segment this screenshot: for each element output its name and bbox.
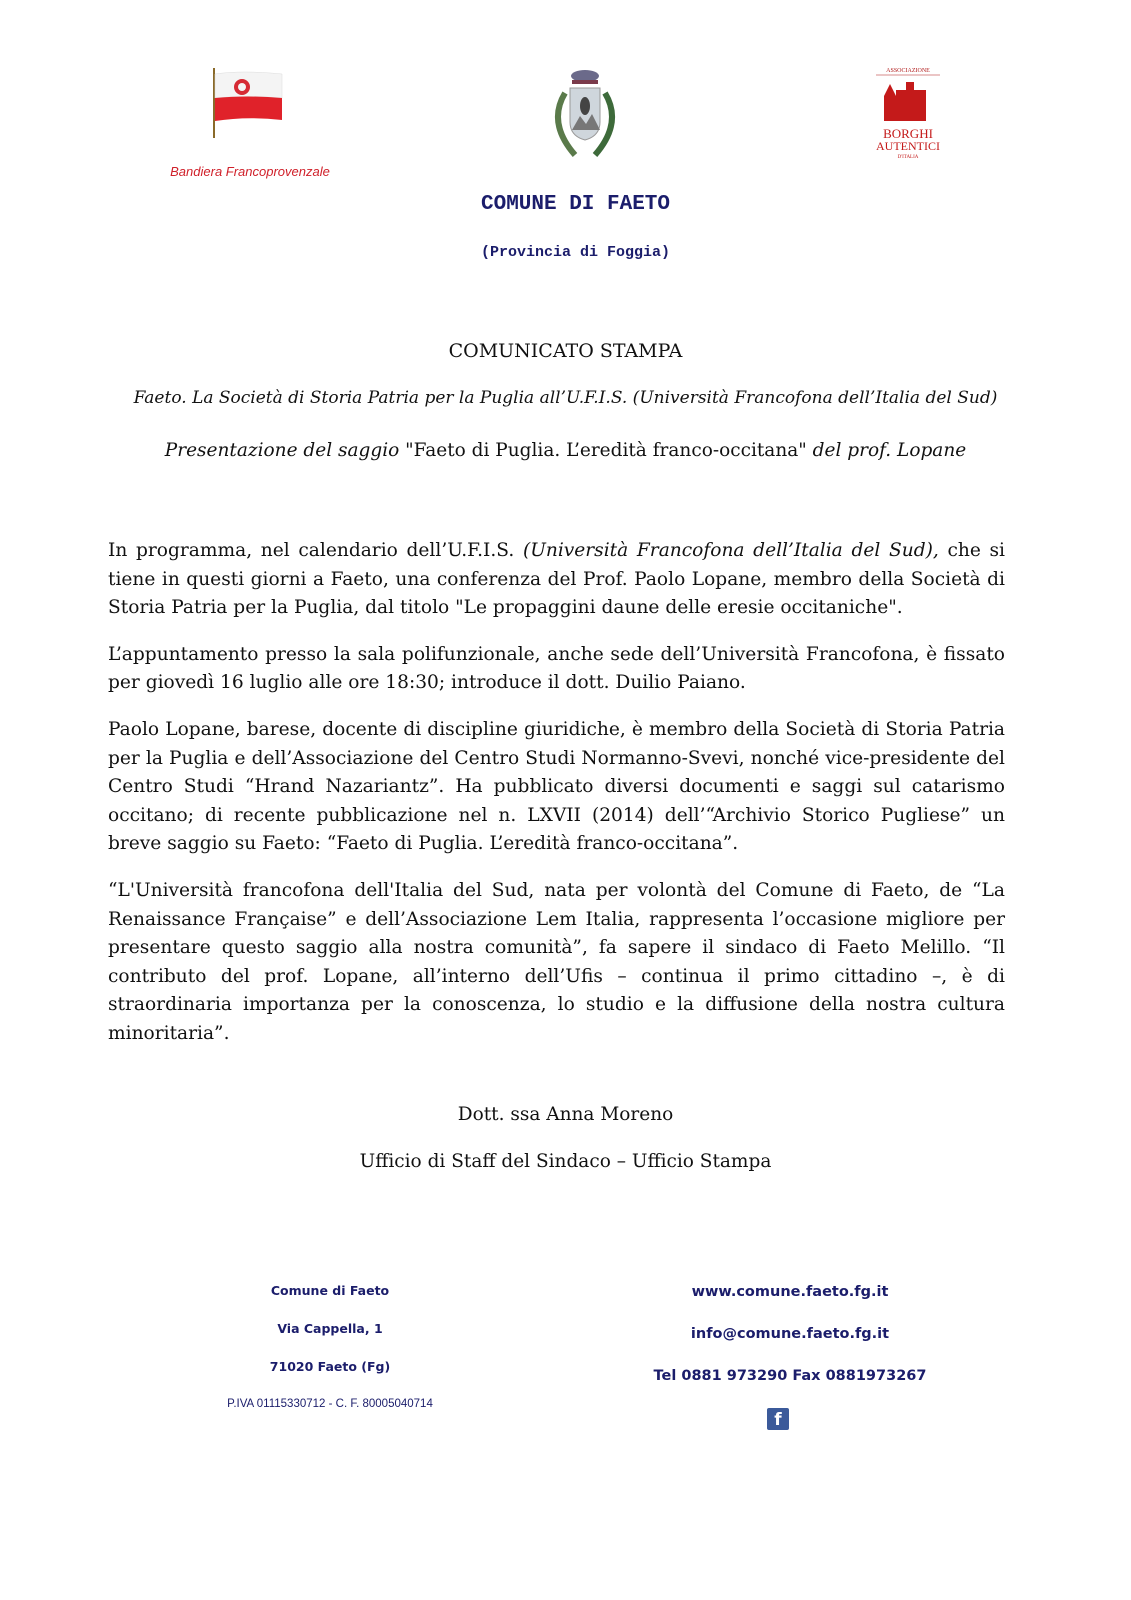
paragraph-4: “L'Università francofona dell'Italia del Sud, nata per volontà del Comune di Faeto, de “La Renaissance Française” e dell’Associazione Lem Italia, rappresenta l’occasione migliore per presentare questo saggio alla nostra comunità”, fa sapere il sindaco di Faeto Melillo. “Il contributo del prof. Lopane, all’interno dell’Ufis – continua il primo cittadino –, è di straordinaria importanza per la conoscenza, lo studio e la diffusione della nostra cultura minoritaria”.: [108, 879, 1005, 1044]
signature-name: Dott. ssa Anna Moreno: [457, 1104, 674, 1125]
borghi-autentici-logo: [872, 66, 944, 164]
footer-email-link[interactable]: info@comune.faeto.fg.it: [690, 1326, 890, 1342]
press-release-subtitle: Faeto. La Società di Storia Patria per la Puglia all’U.F.I.S. (Università Francofona dell’Italia del Sud): [133, 388, 998, 408]
footer-city: 71020 Faeto (Fg): [269, 1359, 391, 1374]
footer-phone: Tel 0881 973290 Fax 0881973267: [653, 1368, 927, 1384]
svg-text:AUTENTICI: AUTENTICI: [876, 139, 940, 153]
signature-office: Ufficio di Staff del Sindaco – Ufficio Stampa: [359, 1151, 772, 1172]
svg-text:BORGHI: BORGHI: [883, 126, 933, 141]
presentation-title: "Faeto di Puglia. L’eredità franco-occitana": [399, 440, 813, 461]
paragraph-3: Paolo Lopane, barese, docente di discipline giuridiche, è membro della Società di Storia Patria per la Puglia e dell’Associazione del Centro Studi Normanno-Svevi, nonché vice-presidente del Centro Studi “Hrand Nazariantz”. Ha pubblicato diversi documenti e saggi sul catarismo occitano; di recente pubblicazione nel n. LXVII (2014) dell’“Archivio Storico Pugliese” un breve saggio su Faeto: “Faeto di Puglia. L’eredità franco-occitana”.: [108, 718, 1005, 855]
paragraph-1: [108, 537, 1005, 623]
facebook-icon[interactable]: f: [767, 1408, 789, 1430]
faeto-coat-of-arms-image: [540, 68, 630, 168]
municipality-title: COMUNE DI FAETO: [480, 193, 671, 216]
francoprovencal-flag-image: [212, 68, 287, 140]
presentation-prefix: Presentazione del saggio: [164, 440, 400, 461]
p1-italic: (Università Francofona dell’Italia del Sud),: [522, 540, 939, 561]
paragraph-2: L’appuntamento presso la sala polifunzionale, anche sede dell’Università Francofona, è fissato per giovedì 16 luglio alle ore 18:30; introduce il dott. Duilio Paiano.: [108, 643, 1005, 694]
svg-text:D'ITALIA: D'ITALIA: [897, 155, 919, 160]
province-subtitle: (Provincia di Foggia): [480, 244, 671, 261]
presentation-suffix: del prof. Lopane: [812, 440, 967, 461]
press-release-heading: COMUNICATO STAMPA: [448, 340, 683, 362]
svg-text:ASSOCIAZIONE: ASSOCIAZIONE: [886, 68, 930, 74]
presentation-line: [0, 440, 1131, 461]
body-text: [108, 537, 1005, 1067]
footer-website-link[interactable]: www.comune.faeto.fg.it: [691, 1284, 889, 1300]
p1-text: In programma, nel calendario dell’U.F.I.S.: [108, 540, 523, 561]
flag-caption: Bandiera Francoprovenzale: [170, 164, 330, 179]
footer-address: Via Cappella, 1: [277, 1321, 383, 1336]
footer-vat: P.IVA 01115330712 - C. F. 80005040714: [227, 1398, 433, 1410]
footer-name: Comune di Faeto: [270, 1283, 390, 1298]
p1-text-end: che si tiene in questi giorni a Faeto, una conferenza del Prof. Paolo Lopane, membro della Società di Storia Patria per la Puglia, dal titolo "Le propaggini daune delle eresie occitaniche".: [108, 540, 1006, 619]
